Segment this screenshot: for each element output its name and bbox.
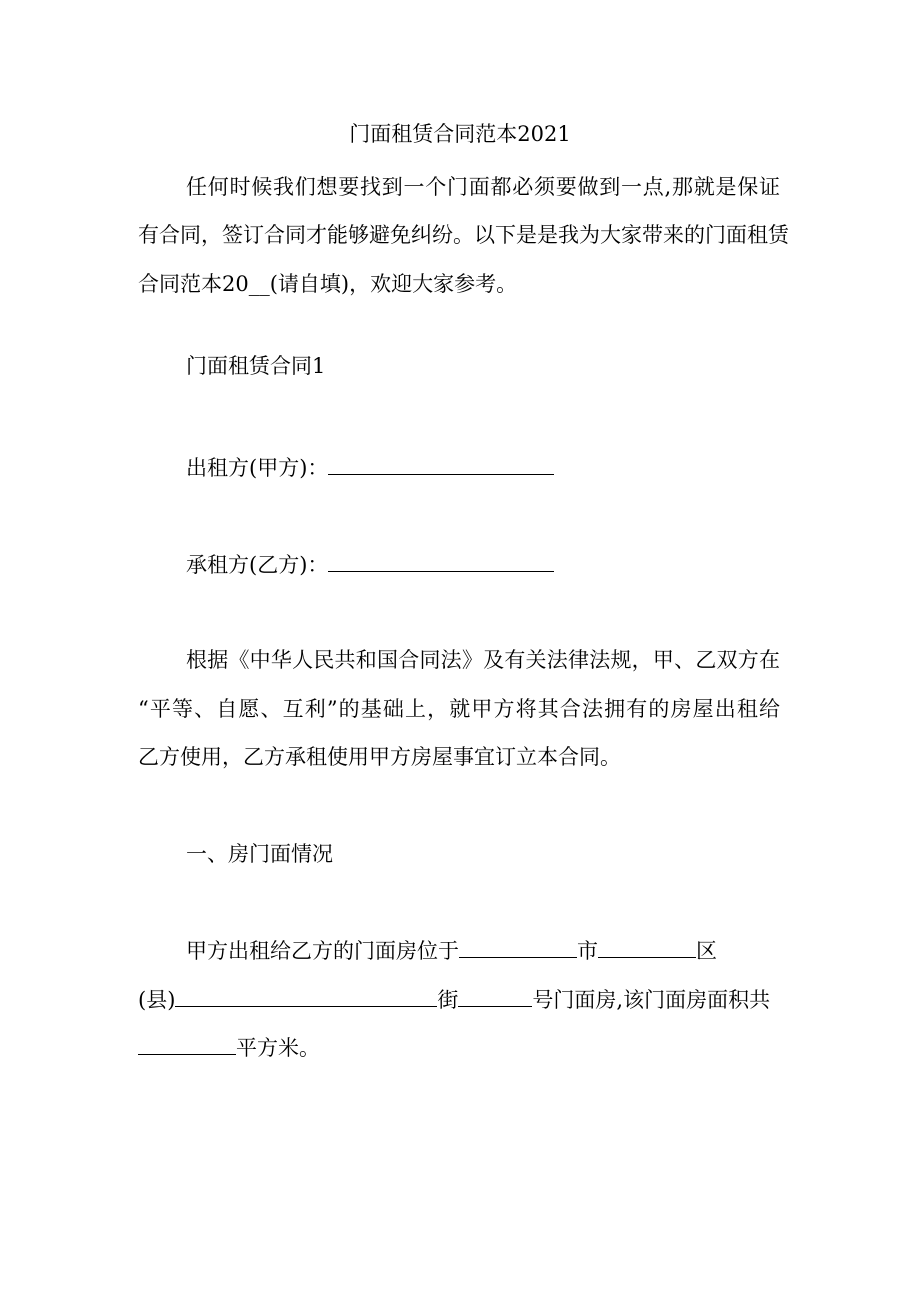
- county-label: (县): [138, 988, 176, 1012]
- basis-line-3: 乙方使用，乙方承租使用甲方房屋事宜订立本合同。: [138, 745, 621, 769]
- district-blank[interactable]: [598, 935, 696, 958]
- section1-line-1: [186, 935, 717, 965]
- lessor-row: [186, 452, 554, 482]
- intro-line-2: 有合同，签订合同才能够避免纠纷。以下是是我为大家带来的门面租赁: [138, 223, 789, 247]
- street-label: 街: [437, 988, 459, 1012]
- intro-line-3: 合同范本20__(请自填)，欢迎大家参考。: [138, 272, 518, 296]
- intro-line-1: 任何时候我们想要找到一个门面都必须要做到一点,那就是保证: [186, 175, 780, 199]
- lessee-label: 承租方(乙方)：: [186, 553, 329, 577]
- number-suffix: 号门面房,该门面房面积共: [532, 988, 771, 1012]
- section1-heading: 一、房门面情况: [186, 842, 333, 866]
- county-blank[interactable]: [175, 984, 437, 1007]
- lessee-blank[interactable]: [328, 549, 554, 572]
- lessor-label: 出租方(甲方)：: [186, 456, 329, 480]
- lessee-row: [186, 549, 554, 579]
- district-label: 区: [696, 939, 717, 963]
- lessor-blank[interactable]: [328, 452, 554, 475]
- basis-line-1: 根据《中华人民共和国合同法》及有关法律法规，甲、乙双方在: [186, 648, 780, 672]
- area-unit: 平方米。: [236, 1036, 320, 1060]
- section1-line-2: [138, 984, 770, 1014]
- basis-line-2: “平等、自愿、互利”的基础上，就甲方将其合法拥有的房屋出租给: [138, 697, 780, 721]
- contract-heading: 门面租赁合同1: [186, 354, 326, 378]
- document-title: 门面租赁合同范本2021: [349, 122, 571, 146]
- street-number-blank[interactable]: [458, 984, 532, 1007]
- location-label: 甲方出租给乙方的门面房位于: [186, 939, 459, 963]
- area-blank[interactable]: [138, 1032, 236, 1055]
- city-label: 市: [577, 939, 598, 963]
- section1-line-3: [138, 1032, 320, 1062]
- city-blank[interactable]: [459, 935, 577, 958]
